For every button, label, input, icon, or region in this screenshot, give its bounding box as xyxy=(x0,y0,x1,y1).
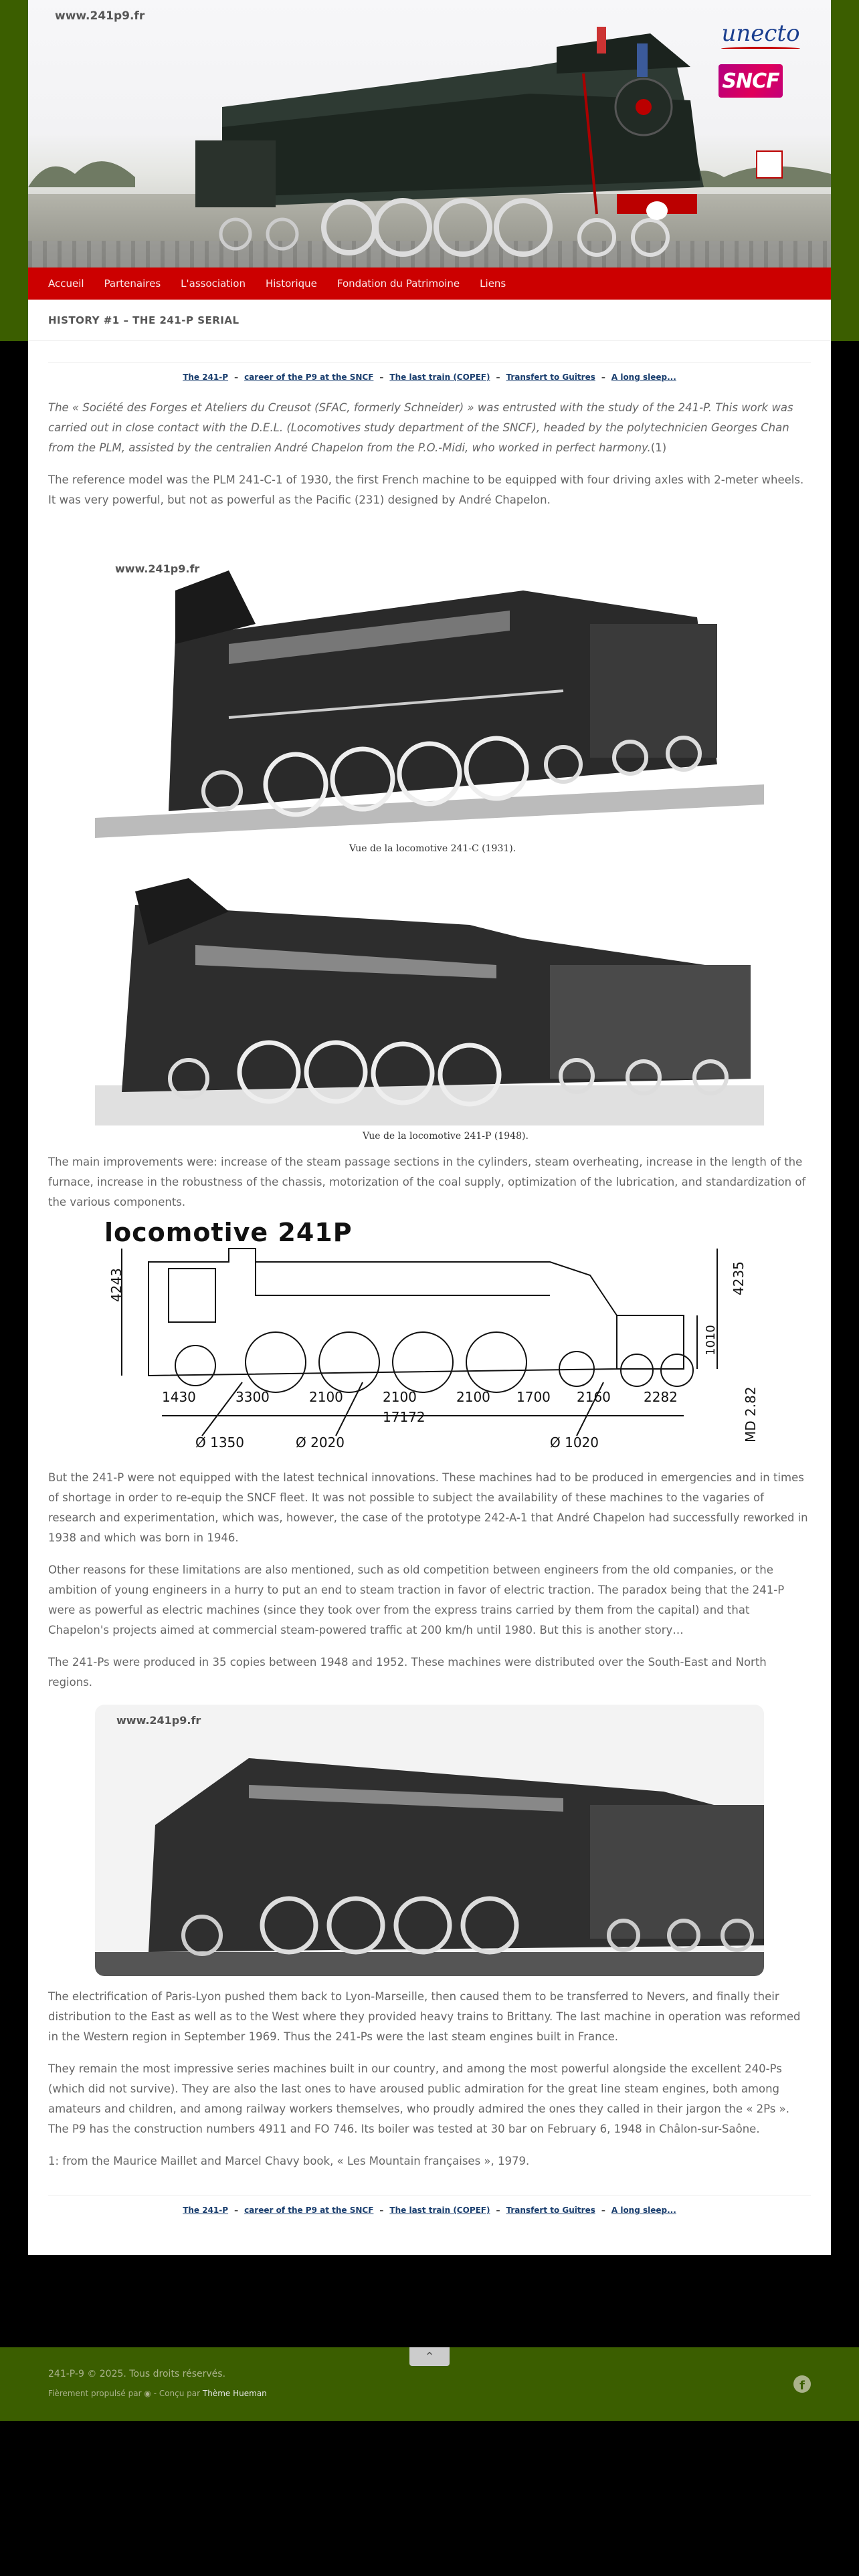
paragraph-production: The 241-Ps were produced in 35 copies between 1948 and 1952. These machines were distributed over the South-East and North regions. xyxy=(48,1656,767,1689)
dim-1700: 1700 xyxy=(516,1389,551,1405)
dim-wheel-bogie: Ø 1350 xyxy=(195,1434,244,1451)
page-wrapper xyxy=(28,0,831,2255)
breadcrumb-link-long-sleep[interactable]: A long sleep... xyxy=(611,372,676,382)
site-footer xyxy=(0,2347,859,2421)
dim-2100-a: 2100 xyxy=(309,1389,343,1405)
photo-241p-1948 xyxy=(95,865,764,1146)
page-title-bar xyxy=(28,300,831,341)
locomotive-side-image xyxy=(95,1705,764,1976)
photo-watermark: www.241p9.fr xyxy=(115,562,200,575)
nav-liens[interactable]: Liens xyxy=(480,278,506,290)
breadcrumb-link-last-train[interactable]: The last train (COPEF) xyxy=(389,2206,490,2215)
header-locomotive-photo xyxy=(182,27,731,267)
photo-241c xyxy=(95,544,764,858)
breadcrumb-separator: – xyxy=(601,372,605,382)
dim-1430: 1430 xyxy=(162,1389,196,1405)
nav-accueil[interactable]: Accueil xyxy=(48,278,84,290)
breadcrumb-link-long-sleep[interactable]: A long sleep... xyxy=(611,2206,676,2215)
breadcrumb-separator: – xyxy=(379,2206,384,2215)
dim-total-length: 17172 xyxy=(383,1409,425,1425)
nav-partenaires[interactable]: Partenaires xyxy=(104,278,161,290)
facebook-glyph: f xyxy=(799,2379,805,2393)
theme-link[interactable]: Thème Hueman xyxy=(202,2389,267,2398)
credit-mid: - Conçu par xyxy=(153,2389,201,2398)
main-nav xyxy=(28,267,831,300)
breadcrumb-separator: – xyxy=(234,372,239,382)
paragraph-electrification: The electrification of Paris-Lyon pushed them back to Lyon-Marseille, then caused them to be transferred to Nevers, and finally their distribution to the East as well as to the West where they provided heavy trains to Brittany. The last machine in operation was reformed in the Western region in September 1969. Thus the 241-Ps were the last steam engines built in France. xyxy=(48,1990,801,2043)
photo-watermark: www.241p9.fr xyxy=(116,1714,201,1727)
locomotive-241p-image xyxy=(95,865,764,1132)
breadcrumb-link-transfert[interactable]: Transfert to Guîtres xyxy=(506,372,595,382)
breadcrumb-link-career[interactable]: career of the P9 at the SNCF xyxy=(244,372,374,382)
breadcrumb-separator: – xyxy=(496,2206,500,2215)
paragraph-sfac xyxy=(48,398,811,458)
breadcrumb-link-career[interactable]: career of the P9 at the SNCF xyxy=(244,2206,374,2215)
breadcrumb-link-241p[interactable]: The 241-P xyxy=(183,2206,229,2215)
paragraph-reference-model: The reference model was the PLM 241-C-1 of 1930, the first French machine to be equipped with four driving axles with 2-meter wheels. It was very powerful, but not as powerful as the Pacific (231) designed by André Chapelon. xyxy=(48,473,804,506)
paragraph-not-equipped: But the 241-P were not equipped with the latest technical innovations. These machines had to be produced in emergencies and in times of shortage in order to re-equip the SNCF fleet. It was not possible to subject the availability of these machines to the vagaries of research and experimentation, which was, however, the case of the prototype 242-A-1 that André Chapelon had successfully reworked in 1938 and which was born in 1946. xyxy=(48,1471,808,1544)
dim-2160: 2160 xyxy=(577,1389,611,1405)
site-url[interactable]: www.241p9.fr xyxy=(55,9,145,23)
dim-md: MD 2.82 xyxy=(743,1386,759,1442)
locomotive-diagram xyxy=(95,1218,764,1463)
footnote-ref: (1) xyxy=(650,441,667,454)
dim-2282: 2282 xyxy=(644,1389,678,1405)
paragraph-impressive: They remain the most impressive series machines built in our country, and among the most powerful alongside the excellent 240-Ps (which did not survive). They are also the last ones to have aroused public admiration for the great line steam engines, both among amateurs and children, and among railway workers themselves, who proudly admired the ones they called in their jargon the « 2Ps ». The P9 has the construction numbers 4911 and FO 746. Its boiler was tested at 30 bar on February 6, 1948 in Châlon-sur-Saône. xyxy=(48,2062,789,2135)
locomotive-241c-image xyxy=(95,544,764,838)
dim-wheel-trailing: Ø 1020 xyxy=(550,1434,599,1451)
paragraph-improvements: The main improvements were: increase of the steam passage sections in the cylinders, steam overheating, increase in the length of the furnace, increase in the robustness of the chassis, motorization of the coal supply, optimization of the lubrication, and standardization of the various components. xyxy=(48,1156,806,1208)
copyright: 241-P-9 © 2025. Tous droits réservés. xyxy=(48,2369,226,2379)
dim-buffer: 1010 xyxy=(704,1325,718,1356)
chevron-up-icon: ⌃ xyxy=(424,2349,435,2364)
dim-2100-c: 2100 xyxy=(456,1389,490,1405)
trackside-sign xyxy=(756,150,783,179)
credit-prefix: Fièrement propulsé par xyxy=(48,2389,142,2398)
paragraph-sfac-text: The « Société des Forges et Ateliers du Creusot (SFAC, formerly Schneider) » was entrusted with the study of the 241-P. This work was carried out in close contact with the D.E.L. (Locomotives study department of the SNCF), headed by the polytechnicien Georges Chan from the PLM, assisted by the centralien André Chapelon from the P.O.-Midi, who worked in perfect harmony. xyxy=(48,401,793,454)
dim-3300: 3300 xyxy=(235,1389,270,1405)
divider xyxy=(48,2195,811,2196)
breadcrumb-separator: – xyxy=(601,2206,605,2215)
diagram-title: locomotive 241P xyxy=(104,1218,353,1247)
back-to-top-button[interactable] xyxy=(409,2347,450,2366)
nav-fondation[interactable]: Fondation du Patrimoine xyxy=(337,278,460,290)
dim-height-left: 4243 xyxy=(108,1268,124,1302)
diagram-drawing xyxy=(95,1222,764,1463)
unecto-logo[interactable] xyxy=(717,20,804,53)
breadcrumb-separator: – xyxy=(379,372,384,382)
nav-association[interactable]: L'association xyxy=(181,278,246,290)
dim-height-right: 4235 xyxy=(731,1261,747,1295)
footnote: 1: from the Maurice Maillet and Marcel Chavy book, « Les Mountain françaises », 1979. xyxy=(48,2155,530,2167)
nav-historique[interactable]: Historique xyxy=(265,278,317,290)
dim-2100-b: 2100 xyxy=(383,1389,417,1405)
wordpress-icon[interactable]: ◉ xyxy=(144,2389,151,2398)
breadcrumb-separator: – xyxy=(496,372,500,382)
facebook-icon[interactable] xyxy=(793,2375,811,2393)
breadcrumb-separator: – xyxy=(234,2206,239,2215)
photo-241p-side xyxy=(95,1705,764,1976)
dim-wheel-driving: Ø 2020 xyxy=(296,1434,345,1451)
footer-credit xyxy=(48,2389,267,2398)
article-content xyxy=(28,362,831,2255)
breadcrumb-link-transfert[interactable]: Transfert to Guîtres xyxy=(506,2206,595,2215)
page-title: HISTORY #1 – THE 241-P SERIAL xyxy=(48,314,240,326)
breadcrumb-top xyxy=(48,372,811,382)
paragraph-other-reasons: Other reasons for these limitations are also mentioned, such as old competition between engineers from the old companies, or the ambition of young engineers in a hurry to put an end to steam traction in favor of electric traction. The paradox being that the 241-P were as powerful as electric machines (since they took over from the express trains carried by them from the capital) and that Chapelon's projects aimed at commercial steam-powered traffic at 200 km/h until 1980. But this is another story… xyxy=(48,1564,785,1636)
unecto-swoosh xyxy=(721,47,800,51)
breadcrumb-link-last-train[interactable]: The last train (COPEF) xyxy=(389,372,490,382)
divider xyxy=(48,362,811,363)
breadcrumb-link-241p[interactable]: The 241-P xyxy=(183,372,229,382)
site-header xyxy=(28,0,831,267)
sncf-logo[interactable]: SNCF xyxy=(719,64,783,98)
photo-caption: Vue de la locomotive 241-P (1948). xyxy=(363,1131,529,1142)
unecto-logo-text: unecto xyxy=(721,20,800,47)
breadcrumb-bottom xyxy=(48,2206,811,2255)
photo-caption: Vue de la locomotive 241-C (1931). xyxy=(349,843,516,854)
